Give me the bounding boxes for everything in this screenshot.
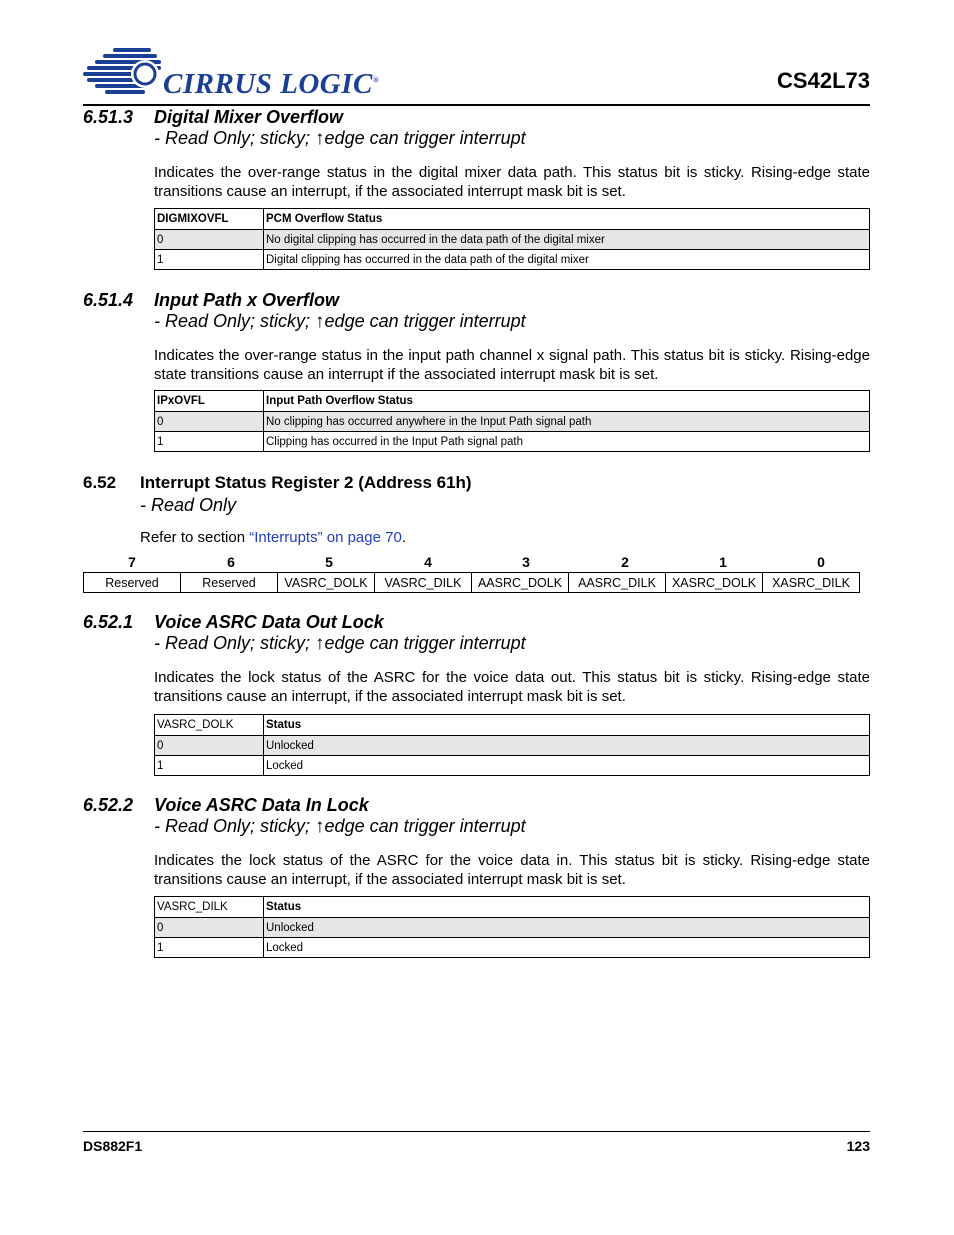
rising-edge-arrow-icon: ↑ [315, 128, 325, 149]
refer-text: Refer to section “Interrupts” on page 70. [140, 529, 406, 546]
bit-number: 2 [621, 554, 629, 570]
bit-field: VASRC_DILK [375, 573, 472, 593]
rising-edge-arrow-icon: ↑ [315, 633, 325, 654]
bit-field: Reserved [181, 573, 278, 593]
bit-field: XASRC_DILK [763, 573, 860, 593]
section-body: Indicates the over-range status in the digital mixer data path. This status bit is sticky. Rising-edge state transitions cause an interrupt, if the associated interrupt mask bit is set. [154, 164, 870, 200]
table-row: 1 Digital clipping has occurred in the data path of the digital mixer [155, 250, 870, 270]
section-body: Indicates the lock status of the ASRC for the voice data out. This status bit is sticky. Rising-edge state transitions cause an interrupt, if the associated interrupt mask bit is set. [154, 669, 870, 705]
section-title-block [154, 107, 526, 150]
section-title: Digital Mixer Overflow [154, 107, 344, 127]
status-table [154, 390, 870, 452]
section-body: Indicates the over-range status in the input path channel x signal path. This status bit is sticky. Rising-edge state transitions cause an interrupt if the associated interrupt mask bit is set. [154, 347, 870, 383]
section-heading: 6.51.3 [83, 107, 134, 127]
table-row: 0 Unlocked [155, 736, 870, 756]
bit-field: AASRC_DOLK [472, 573, 569, 593]
table-header: IPxOVFL [155, 391, 264, 412]
section-title-block [154, 290, 526, 333]
table-header: Status [264, 897, 870, 918]
cirrus-logic-logo [83, 46, 380, 102]
table-header: PCM Overflow Status [264, 209, 870, 230]
bit-number: 0 [817, 554, 825, 570]
bit-number: 1 [719, 554, 727, 570]
bit-number: 6 [227, 554, 235, 570]
status-table [154, 896, 870, 958]
table-header: DIGMIXOVFL [155, 209, 264, 230]
section-heading: 6.51.4 [83, 290, 134, 310]
bit-field: VASRC_DOLK [278, 573, 375, 593]
register-subtitle: - Read Only [140, 495, 237, 515]
logo-swoosh-icon [83, 46, 163, 102]
logo-wordmark: CIRRUS LOGIC® [163, 68, 380, 100]
footer-divider [83, 1131, 870, 1132]
bit-field: XASRC_DOLK [666, 573, 763, 593]
bit-number: 4 [424, 554, 432, 570]
section-subtitle: - Read Only; sticky; ↑edge can trigger interrupt [154, 311, 526, 332]
status-table [154, 714, 870, 776]
section-body: Indicates the lock status of the ASRC for the voice data in. This status bit is sticky. Rising-edge state transitions cause an interrupt, if the associated interrupt mask bit is set. [154, 852, 870, 888]
register-number: 6.52 [83, 473, 117, 492]
bit-number: 3 [522, 554, 530, 570]
register-bit-table [83, 572, 860, 593]
interrupts-section-link[interactable]: “Interrupts” on page 70 [249, 529, 402, 546]
table-row: 0 Unlocked [155, 918, 870, 938]
section-subtitle: - Read Only; sticky; ↑edge can trigger interrupt [154, 128, 526, 149]
table-header: Input Path Overflow Status [264, 391, 870, 412]
status-table [154, 208, 870, 270]
section-title-block [154, 612, 526, 655]
section-subtitle: - Read Only; sticky; ↑edge can trigger interrupt [154, 816, 526, 837]
table-row: 0 No clipping has occurred anywhere in the Input Path signal path [155, 412, 870, 432]
bit-number: 5 [325, 554, 333, 570]
register-title-block [140, 473, 472, 516]
bit-field: AASRC_DILK [569, 573, 666, 593]
table-row: 0 No digital clipping has occurred in the data path of the digital mixer [155, 230, 870, 250]
page-number: 123 [846, 1138, 870, 1154]
bit-number: 7 [128, 554, 136, 570]
table-header: VASRC_DOLK [155, 715, 264, 736]
table-header: VASRC_DILK [155, 897, 264, 918]
bit-field: Reserved [84, 573, 181, 593]
section-title: Voice ASRC Data Out Lock [154, 612, 384, 632]
table-header: Status [264, 715, 870, 736]
table-row: 1 Locked [155, 756, 870, 776]
table-row: 1 Clipping has occurred in the Input Path signal path [155, 432, 870, 452]
doc-id: DS882F1 [83, 1138, 143, 1154]
section-title: Voice ASRC Data In Lock [154, 795, 369, 815]
register-title: Interrupt Status Register 2 (Address 61h) [140, 473, 472, 492]
rising-edge-arrow-icon: ↑ [315, 311, 325, 332]
section-heading: 6.52.1 [83, 612, 134, 632]
section-title-block [154, 795, 526, 838]
header-divider [83, 104, 870, 106]
table-row: 1 Locked [155, 938, 870, 958]
rising-edge-arrow-icon: ↑ [315, 816, 325, 837]
part-number: CS42L73 [777, 68, 870, 93]
section-subtitle: - Read Only; sticky; ↑edge can trigger interrupt [154, 633, 526, 654]
section-heading: 6.52.2 [83, 795, 134, 815]
section-title: Input Path x Overflow [154, 290, 340, 310]
